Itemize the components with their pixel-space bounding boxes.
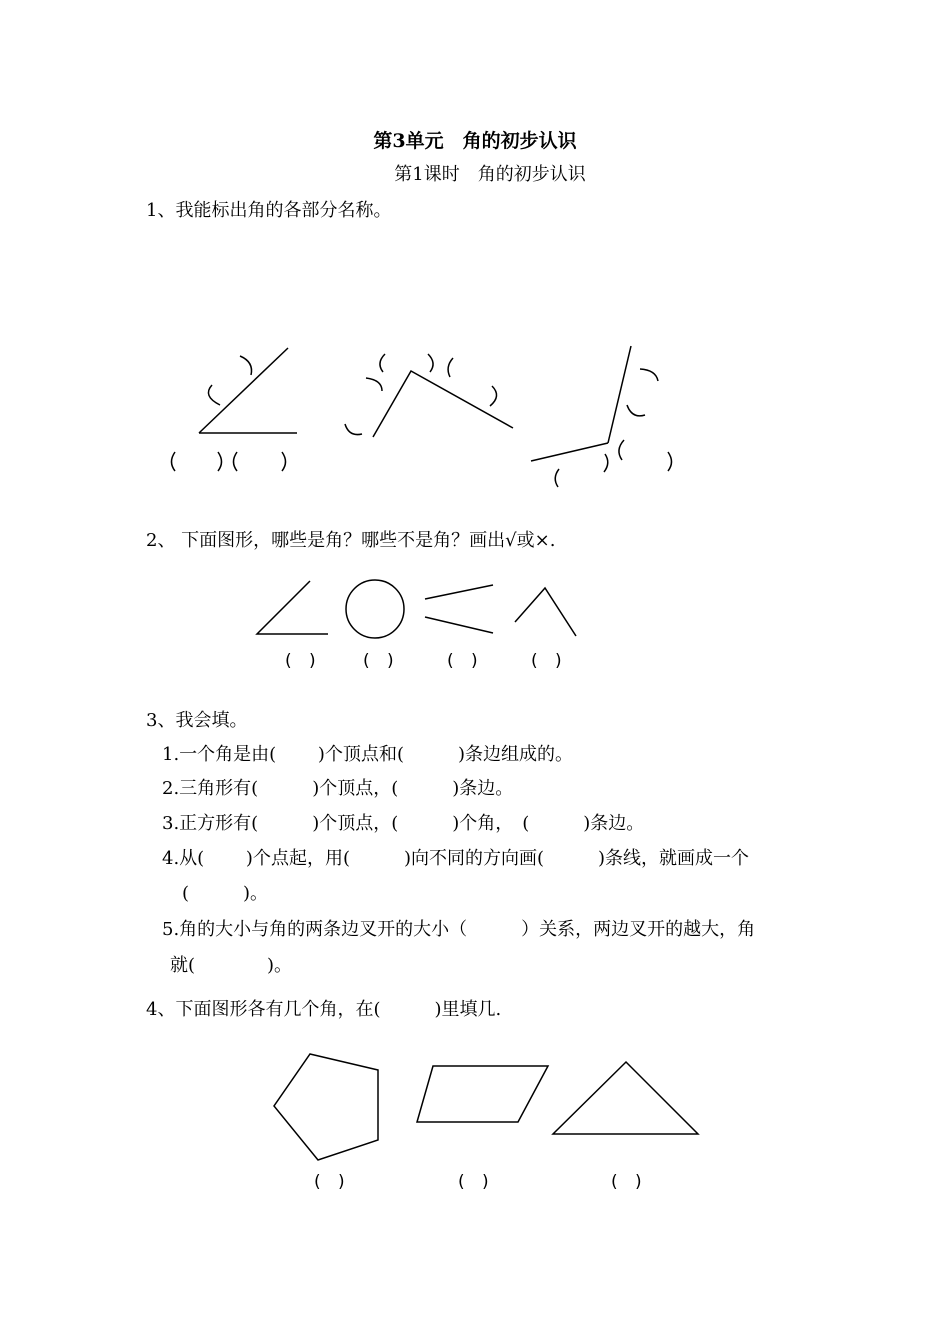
q3-item-5-continued: 就( )。 xyxy=(170,955,293,976)
q4-parallelogram xyxy=(417,1066,548,1122)
q3-item-2: 2.三角形有( )个顶点，( )条边。 xyxy=(162,778,514,799)
q4-answer-1[interactable]: ( ) xyxy=(314,1172,351,1192)
q2-shape-caret xyxy=(515,588,576,636)
q4-pentagon xyxy=(274,1054,378,1160)
q4-answer-2[interactable]: ( ) xyxy=(458,1172,495,1192)
question-4-prompt: 4、下面图形各有几个角，在( )里填几. xyxy=(146,999,502,1020)
q1-angle-1 xyxy=(172,348,298,471)
q3-item-5: 5.角的大小与角的两条边叉开的大小（ ）关系，两边叉开的越大，角 xyxy=(162,919,756,940)
q2-answer-1[interactable]: ( ) xyxy=(285,651,322,671)
q2-shape-angle xyxy=(257,581,328,634)
q3-item-3: 3.正方形有( )个顶点，( )个角， ( )条边。 xyxy=(162,813,645,834)
q3-item-4: 4.从( )个点起，用( )向不同的方向画( )条线，就画成一个 xyxy=(162,848,750,869)
q1-angle-2 xyxy=(345,354,513,437)
q2-shape-circle xyxy=(346,580,404,638)
q1-angle-3 xyxy=(531,346,672,487)
q2-shape-open-lines xyxy=(425,585,493,633)
question-3-prompt: 3、我会填。 xyxy=(146,710,248,731)
q4-answer-3[interactable]: ( ) xyxy=(611,1172,648,1192)
question-2-prompt: 2、 下面图形，哪些是角？哪些不是角？画出√或×. xyxy=(146,530,556,551)
q3-item-4-continued: ( )。 xyxy=(182,883,269,904)
q4-triangle xyxy=(553,1062,698,1134)
q3-item-1: 1.一个角是由( )个顶点和( )条边组成的。 xyxy=(162,744,573,765)
q2-answer-4[interactable]: ( ) xyxy=(531,651,568,671)
unit-title: 第3单元 角的初步认识 xyxy=(373,130,577,152)
q2-answer-3[interactable]: ( ) xyxy=(447,651,484,671)
question-1-prompt: 1、我能标出角的各部分名称。 xyxy=(146,200,392,221)
q2-answer-2[interactable]: ( ) xyxy=(363,651,400,671)
lesson-title: 第1课时 角的初步认识 xyxy=(394,164,586,185)
